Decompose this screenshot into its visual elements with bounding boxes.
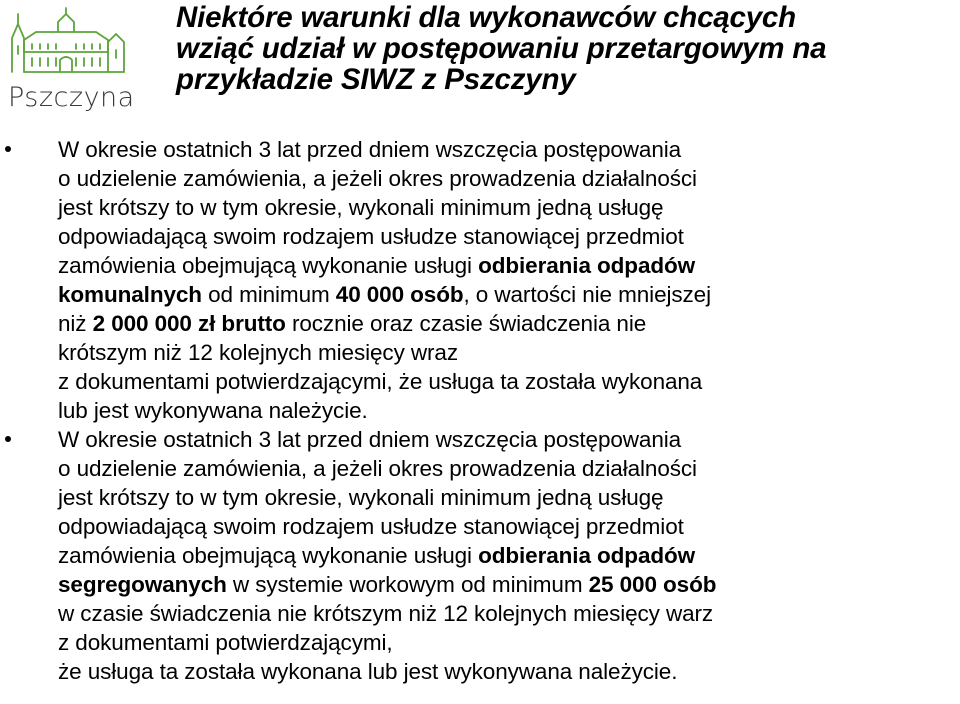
bullet-item bbox=[0, 425, 960, 686]
text-segment: lub jest wykonywana należycie. bbox=[58, 398, 368, 423]
text-segment: od minimum bbox=[201, 282, 336, 307]
slide-title bbox=[176, 2, 936, 95]
bullet-dot-icon bbox=[5, 146, 11, 152]
bullet-line bbox=[58, 164, 960, 193]
text-segment: w systemie workowym od minimum bbox=[226, 572, 589, 597]
bullet-line bbox=[58, 599, 960, 628]
bullet-line bbox=[58, 309, 960, 338]
text-segment: jest krótszy to w tym okresie, wykonali minimum jedną usługę bbox=[58, 485, 664, 510]
bullet-line bbox=[58, 570, 960, 599]
bold-text: komunalnych bbox=[58, 282, 202, 307]
bullet-line bbox=[58, 483, 960, 512]
text-segment: o udzielenie zamówienia, a jeżeli okres prowadzenia działalności bbox=[58, 456, 697, 481]
bullet-line bbox=[58, 541, 960, 570]
text-segment: W okresie ostatnich 3 lat przed dniem wszczęcia postępowania bbox=[58, 137, 682, 162]
bullet-line bbox=[58, 425, 960, 454]
text-segment: jest krótszy to w tym okresie, wykonali minimum jedną usługę bbox=[58, 195, 664, 220]
castle-outline-icon bbox=[2, 2, 130, 86]
text-segment: odpowiadającą swoim rodzajem usłudze stanowiącej przedmiot bbox=[58, 514, 684, 539]
text-segment: zamówienia obejmującą wykonanie usługi bbox=[58, 253, 479, 278]
text-segment: krótszym niż 12 kolejnych miesięcy wraz bbox=[58, 340, 458, 365]
bold-text: 2 000 000 zł brutto bbox=[92, 311, 286, 336]
logo-text: Pszczyna bbox=[8, 82, 135, 113]
text-segment: , o wartości nie mniejszej bbox=[463, 282, 711, 307]
bullet-list bbox=[0, 135, 960, 686]
bullet-dot-icon bbox=[5, 436, 11, 442]
title-line: Niektóre warunki dla wykonawców chcących bbox=[176, 1, 796, 34]
text-segment: w czasie świadczenia nie krótszym niż 12 kolejnych miesięcy warz bbox=[58, 601, 714, 626]
title-line: przykładzie SIWZ z Pszczyny bbox=[176, 63, 576, 96]
bullet-line bbox=[58, 367, 960, 396]
bullet-line bbox=[58, 657, 960, 686]
bold-text: 25 000 osób bbox=[588, 572, 717, 597]
bullet-item bbox=[0, 135, 960, 425]
bullet-line bbox=[58, 222, 960, 251]
title-line: wziąć udział w postępowaniu przetargowym na bbox=[176, 32, 827, 65]
text-segment: z dokumentami potwierdzającymi, bbox=[58, 630, 393, 655]
text-segment: odpowiadającą swoim rodzajem usłudze stanowiącej przedmiot bbox=[58, 224, 684, 249]
bullet-line bbox=[58, 396, 960, 425]
text-segment: niż bbox=[58, 311, 93, 336]
bold-text: odbierania odpadów bbox=[478, 543, 696, 568]
bullet-line bbox=[58, 193, 960, 222]
pszczyna-logo bbox=[2, 2, 135, 120]
bullet-line bbox=[58, 338, 960, 367]
bullet-line bbox=[58, 251, 960, 280]
text-segment: że usługa ta została wykonana lub jest wykonywana należycie. bbox=[58, 659, 678, 684]
bold-text: odbierania odpadów bbox=[478, 253, 696, 278]
text-segment: o udzielenie zamówienia, a jeżeli okres prowadzenia działalności bbox=[58, 166, 697, 191]
text-segment: rocznie oraz czasie świadczenia nie bbox=[285, 311, 647, 336]
bullet-line bbox=[58, 135, 960, 164]
bullet-line bbox=[58, 628, 960, 657]
text-segment: W okresie ostatnich 3 lat przed dniem wszczęcia postępowania bbox=[58, 427, 682, 452]
bullet-line bbox=[58, 512, 960, 541]
bold-text: segregowanych bbox=[58, 572, 227, 597]
text-segment: z dokumentami potwierdzającymi, że usługa ta została wykonana bbox=[58, 369, 703, 394]
bullet-line bbox=[58, 280, 960, 309]
text-segment: zamówienia obejmującą wykonanie usługi bbox=[58, 543, 479, 568]
bold-text: 40 000 osób bbox=[335, 282, 464, 307]
bullet-line bbox=[58, 454, 960, 483]
